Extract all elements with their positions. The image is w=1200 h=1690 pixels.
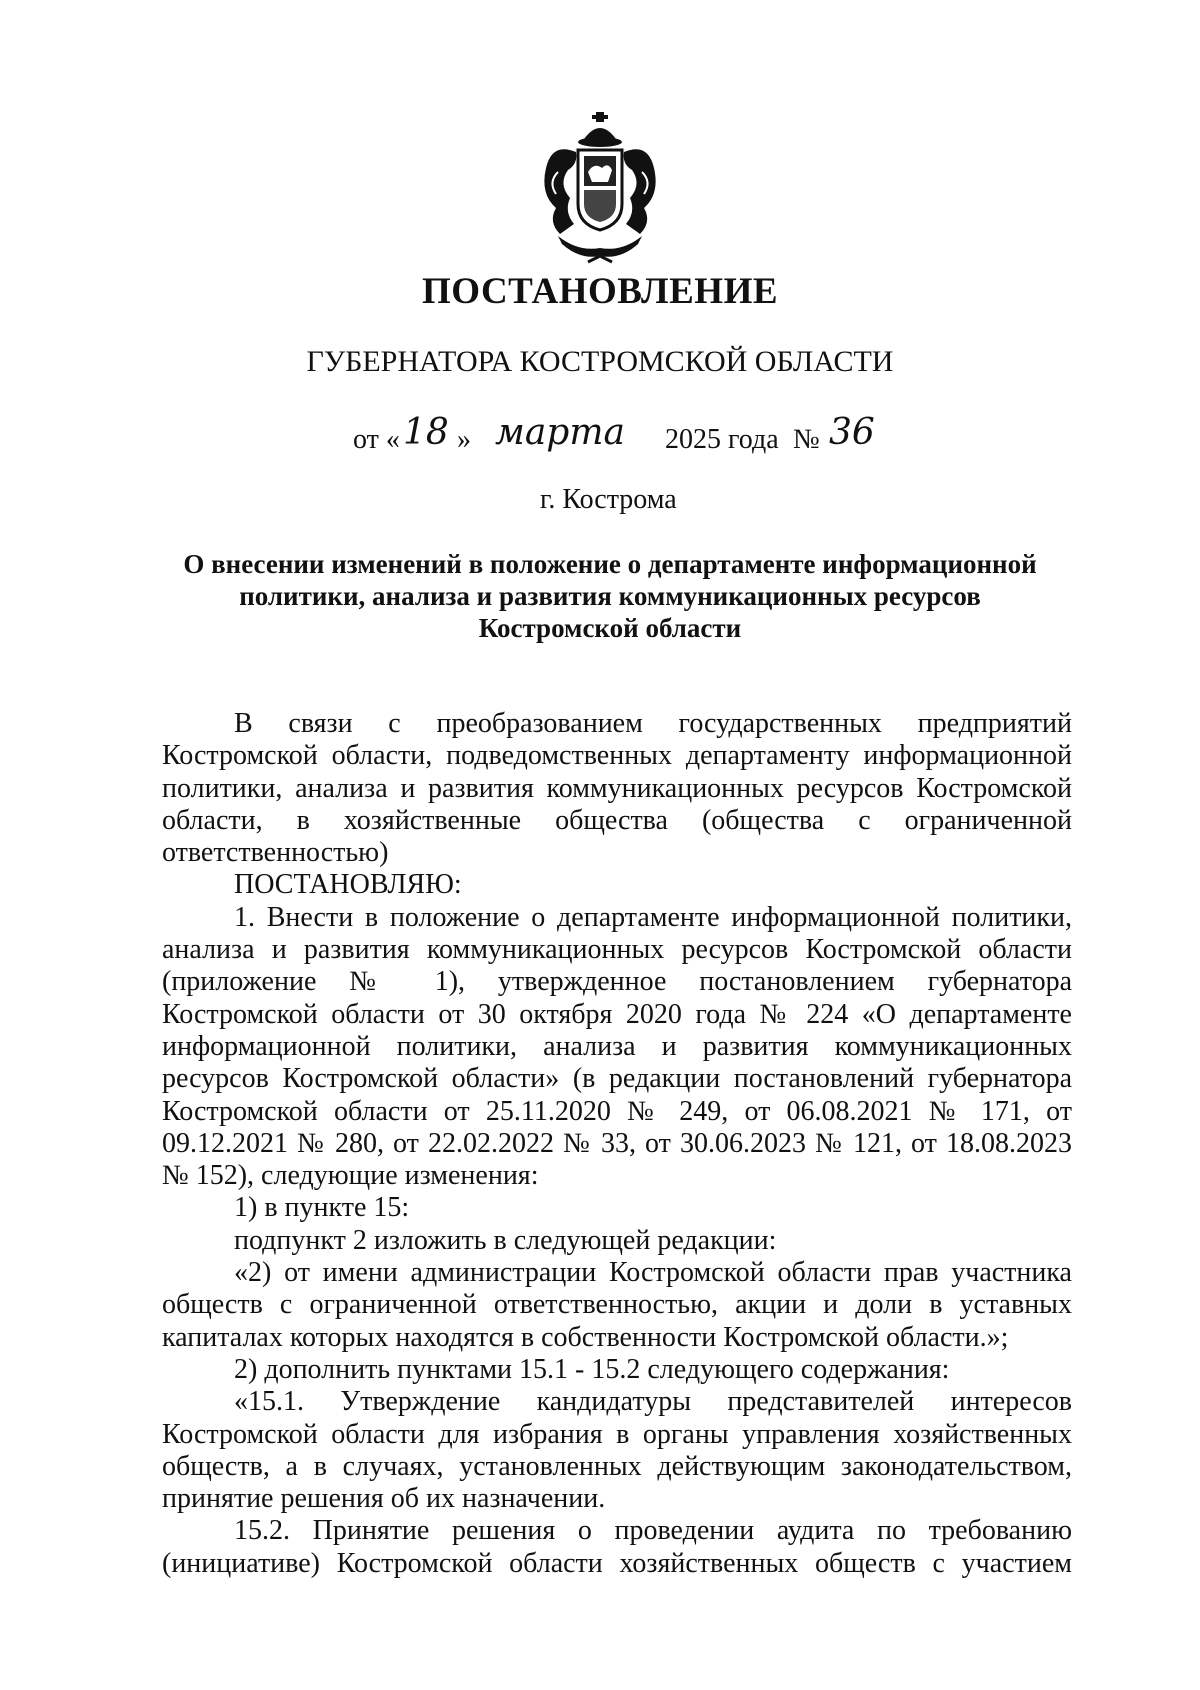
date-month-handwritten: марта xyxy=(495,412,625,453)
date-mid: » xyxy=(457,424,471,455)
document-subject xyxy=(150,548,1070,644)
issuer-line: ГУБЕРНАТОРА КОСТРОМСКОЙ ОБЛАСТИ xyxy=(306,345,894,378)
resolve-heading: ПОСТАНОВЛЯЮ: xyxy=(234,869,462,901)
subitem-1-text: подпункт 2 изложить в следующей редакции: xyxy=(234,1224,777,1256)
city-line: г. Кострома xyxy=(540,484,677,515)
item-1-paragraph: 1. Внести в положение о департаменте информационной политики, анализа и развития коммуникационных ресурсов Костромской области (приложение № 1), утвержденное постановлением губернатора Костромской области от 30 октября 2020 года № 224 «О департаменте информационной политики, анализа и развития коммуникационных ресурсов Костромской области» (в редакции постановлений губернатора Костромской области от 25.11.2020 № 249, от 06.08.2021 № 171, от 09.12.2021 № 280, от 22.02.2022 № 33, от 30.06.2023 № 121, от 18.08.2023 № 152), следующие изменения: xyxy=(162,901,1072,1192)
quoted-subitem-2: «2) от имени администрации Костромской области прав участника обществ с ограниченной ответственностью, акции и доли в уставных капиталах которых находятся в собственности Костромской области.»; xyxy=(162,1257,1072,1353)
date-line xyxy=(353,412,953,472)
paragraph-15-1: «15.1. Утверждение кандидатуры представителей интересов Костромской области для избрания в органы управления хозяйственных обществ, а в случаях, установленных действующим законодательством, принятие решения об их назначении. xyxy=(162,1386,1072,1515)
date-day-handwritten: 18 xyxy=(403,412,449,453)
paragraph-15-2: 15.2. Принятие решения о проведении аудита по требованию (инициативе) Костромской области хозяйственных обществ с участием xyxy=(162,1515,1072,1579)
document-number-handwritten: 36 xyxy=(829,412,875,453)
document-body xyxy=(162,708,1072,1580)
subitem-1: 1) в пункте 15: xyxy=(234,1192,410,1224)
subitem-2: 2) дополнить пунктами 15.1 - 15.2 следующего содержания: xyxy=(234,1353,950,1385)
subject-line-3: Костромской области xyxy=(478,613,742,643)
preamble-paragraph: В связи с преобразованием государственных предприятий Костромской области, подведомственных департаменту информационной политики, анализа и развития коммуникационных ресурсов Костромской области, в хозяйственные общества (общества с ограниченной ответственностью) xyxy=(162,708,1072,869)
kostroma-coat-of-arms-icon xyxy=(538,112,662,264)
date-prefix: от « xyxy=(353,424,400,455)
subject-line-2: политики, анализа и развития коммуникационных ресурсов xyxy=(239,581,981,611)
subject-line-1: О внесении изменений в положение о департаменте информационной xyxy=(183,549,1037,579)
date-year: 2025 года xyxy=(665,424,779,455)
document-title: ПОСТАНОВЛЕНИЕ xyxy=(421,271,779,312)
number-label: № xyxy=(793,424,820,455)
